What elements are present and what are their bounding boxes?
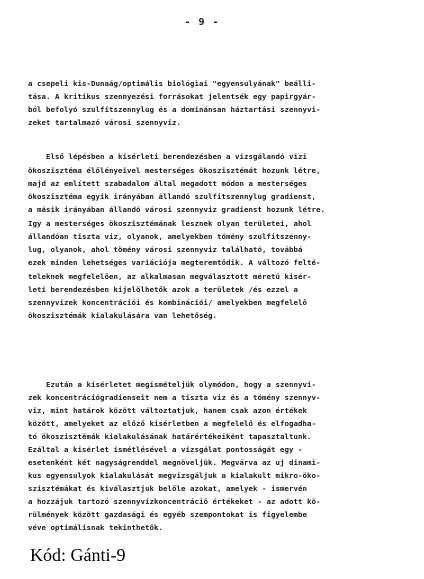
text-line: leti berendezésben kijelölhetők azok a területek /és ezzel a — [28, 285, 298, 294]
text-line: majd az említett szabadalom által megadott módon a mesterséges — [28, 179, 307, 188]
text-line: Első lépésben a kisérleti berendezésben a vizsgálandó vizi — [46, 152, 307, 161]
text-line: a másik irányában állandó városi szennyviz gradienst hozunk létre. — [28, 205, 325, 214]
text-line: a csepeli kis-Dunaág/optimális biológiai "egyensulyának" beálli- — [28, 79, 316, 88]
text-line: Ezáltal a kisérlet ismétlésével a vizsgálat pontosságát egy - — [28, 445, 303, 454]
text-line: között, amelyeket az előző kisérletben a megfelelő és elfogadha- — [28, 419, 316, 428]
text-line: tó ökoszisztémák kialakulásának határértékeiként tapasztaltunk. — [28, 432, 312, 441]
text-line: szisztémákat és kiválasztjuk belőle azokat, amelyek - ismervén — [28, 484, 307, 493]
text-line: Igy a mesterséges ökoszisztémának lesznek olyan területei, ahol — [28, 219, 312, 228]
text-line: ökoszisztémák kialakulására van lehetőség. — [28, 311, 217, 320]
text-line: teleknek megfelelően, az alkalmasan megválasztott méretü kisér- — [28, 272, 312, 281]
text-line: Ezután a kisérletet megismételjük olymódon, hogy a szennyvi- — [46, 380, 316, 389]
text-line: szennyvizek koncentrációi és kombinációi/ amelyekben megfelelő — [28, 298, 307, 307]
text-line: rülmények között gazdasági és egyéb szempontokat is figyelembe — [28, 510, 307, 519]
text-line: ból befolyó szulfitszennylug és a dominánsan háztartási szennyvi- — [28, 105, 321, 114]
document-code-label: Kód: Gánti-9 — [30, 545, 126, 565]
text-line: ökoszisztéma egyik irányában állandó szulfitszennylug gradienst, — [28, 192, 316, 201]
text-line: ezek minden lehetséges variációja megteremtődik. A változó felté- — [28, 258, 321, 267]
text-line: állandóan tiszta viz, olyanok, amelyekben tömény szulfitszenny- — [28, 232, 312, 241]
page-number: - 9 - — [184, 17, 220, 28]
text-line: ökoszisztéma élőlényeivel mesterséges ökoszisztémát hozunk létre, — [28, 166, 321, 175]
text-line: zeket tartalmazó városi szennyviz. — [28, 118, 181, 127]
text-line: kus egyensulyok kialakulását megvizsgáljuk a kialakult mikro-öko- — [28, 471, 321, 480]
text-line: a hozzájuk tartozó szennyvízkoncentráció értékeket - az adott kö- — [28, 497, 321, 506]
text-line: zek koncentrációgradienseit nem a tiszta viz és a tömény szennyv- — [28, 393, 321, 402]
text-line: véve optimálisnak tekinthetők. — [28, 523, 163, 532]
text-line: esetenként két nagyságrenddel megnöveljük. Megvárva az uj dinami- — [28, 458, 321, 467]
text-line: lug, olyanok, ahol tömény városi szennyviz található, továbbá — [28, 245, 303, 254]
text-line: tása. A kritikus szennyezési forrásokat jelentsék egy papirgyár- — [28, 92, 316, 101]
text-line: viz, mint határok között változtatjuk, hanem csak azon értékek — [28, 406, 307, 415]
